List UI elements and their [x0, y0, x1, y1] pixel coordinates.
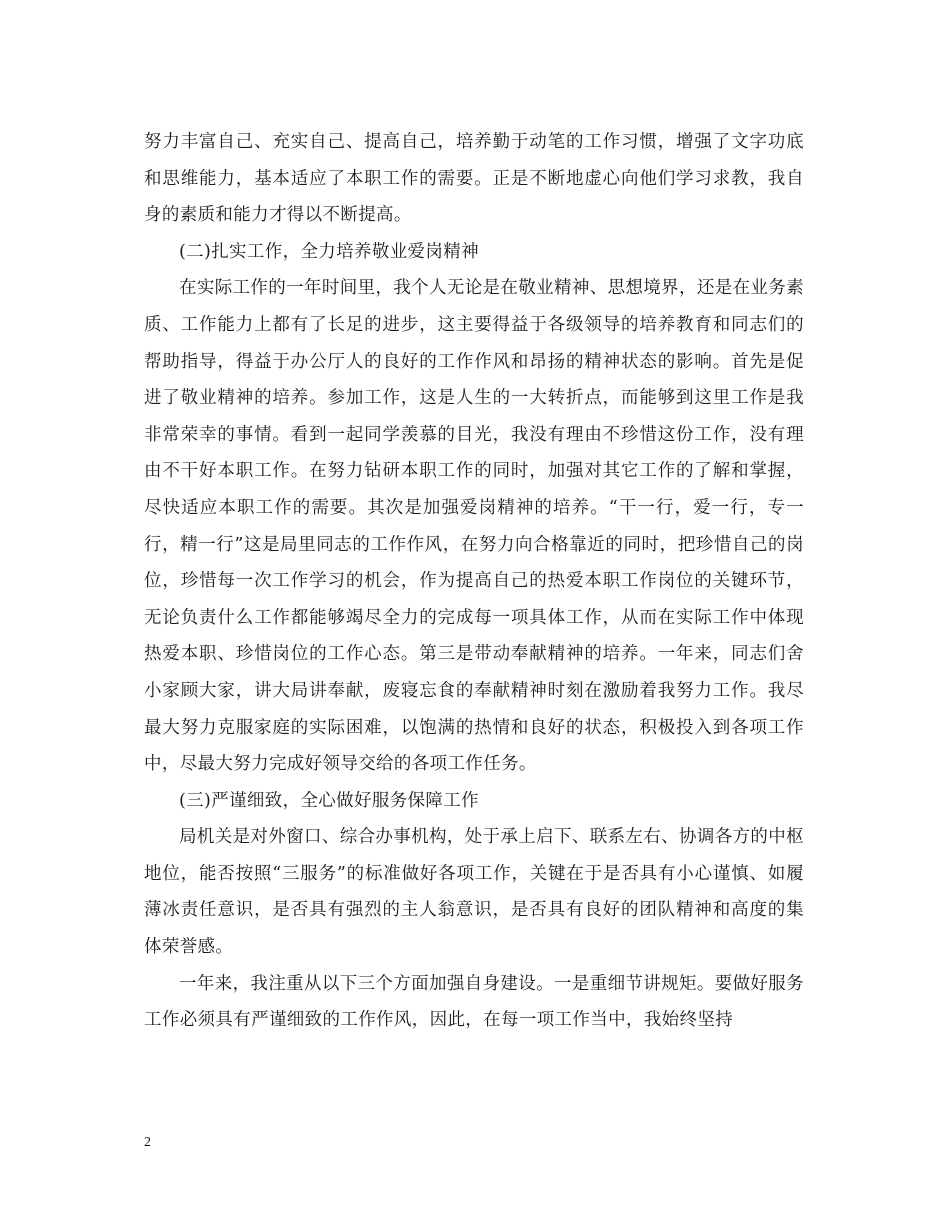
paragraph-service-role: 局机关是对外窗口、综合办事机构，处于承上启下、联系左右、协调各方的中枢地位，能否按照“三服务”的标准做好各项工作，关键在于是否具有小心谨慎、如履薄冰责任意识，是否具有强烈的主人翁意识，是否具有良好的团队精神和高度的集体荣誉感。 — [144, 827, 804, 958]
page-number: 2 — [144, 1135, 151, 1150]
paragraph-work-spirit: 在实际工作的一年时间里，我个人无论是在敬业精神、思想境界，还是在业务素质、工作能力上都有了长足的进步，这主要得益于各级领导的培养教育和同志们的帮助指导，得益于办公厅人的良好的工作作风和昂扬的精神状态的影响。首先是促进了敬业精神的培养。参加工作，这是人生的一大转折点，而能够到这里工作是我非常荣幸的事情。看到一起同学羡慕的目光，我没有理由不珍惜这份工作，没有理由不干好本职工作。在努力钻研本职工作的同时，加强对其它工作的了解和掌握，尽快适应本职工作的需要。其次是加强爱岗精神的培养。“干一行，爱一行，专一行，精一行”这是局里同志的工作作风，在努力向合格靠近的同时，把珍惜自己的岗位，珍惜每一次工作学习的机会，作为提高自己的热爱本职工作岗位的关键环节，无论负责什么工作都能够竭尽全力的完成每一项具体工作，从而在实际工作中体现热爱本职、珍惜岗位的工作心态。第三是带动奉献精神的培养。一年来，同志们舍小家顾大家，讲大局讲奉献，废寝忘食的奉献精神时刻在激励着我努力工作。我尽最大努力克服家庭的实际困难，以饱满的热情和良好的状态，积极投入到各项工作中，尽最大努力完成好领导交给的各项工作任务。 — [144, 278, 804, 775]
section-heading-3: (三)严谨细致，全心做好服务保障工作 — [179, 790, 479, 811]
paragraph-continuation: 努力丰富自己、充实自己、提高自己，培养勤于动笔的工作习惯，增强了文字功底和思维能力，基本适应了本职工作的需要。正是不断地虚心向他们学习求教，我自身的素质和能力才得以不断提高。 — [144, 132, 804, 226]
body-text — [144, 124, 804, 1039]
paragraph-self-building: 一年来，我注重从以下三个方面加强自身建设。一是重细节讲规矩。要做好服务工作必须具有严谨细致的工作作风，因此，在每一项工作当中，我始终坚持 — [144, 973, 804, 1031]
section-heading-2: (二)扎实工作，全力培养敬业爱岗精神 — [179, 241, 479, 262]
